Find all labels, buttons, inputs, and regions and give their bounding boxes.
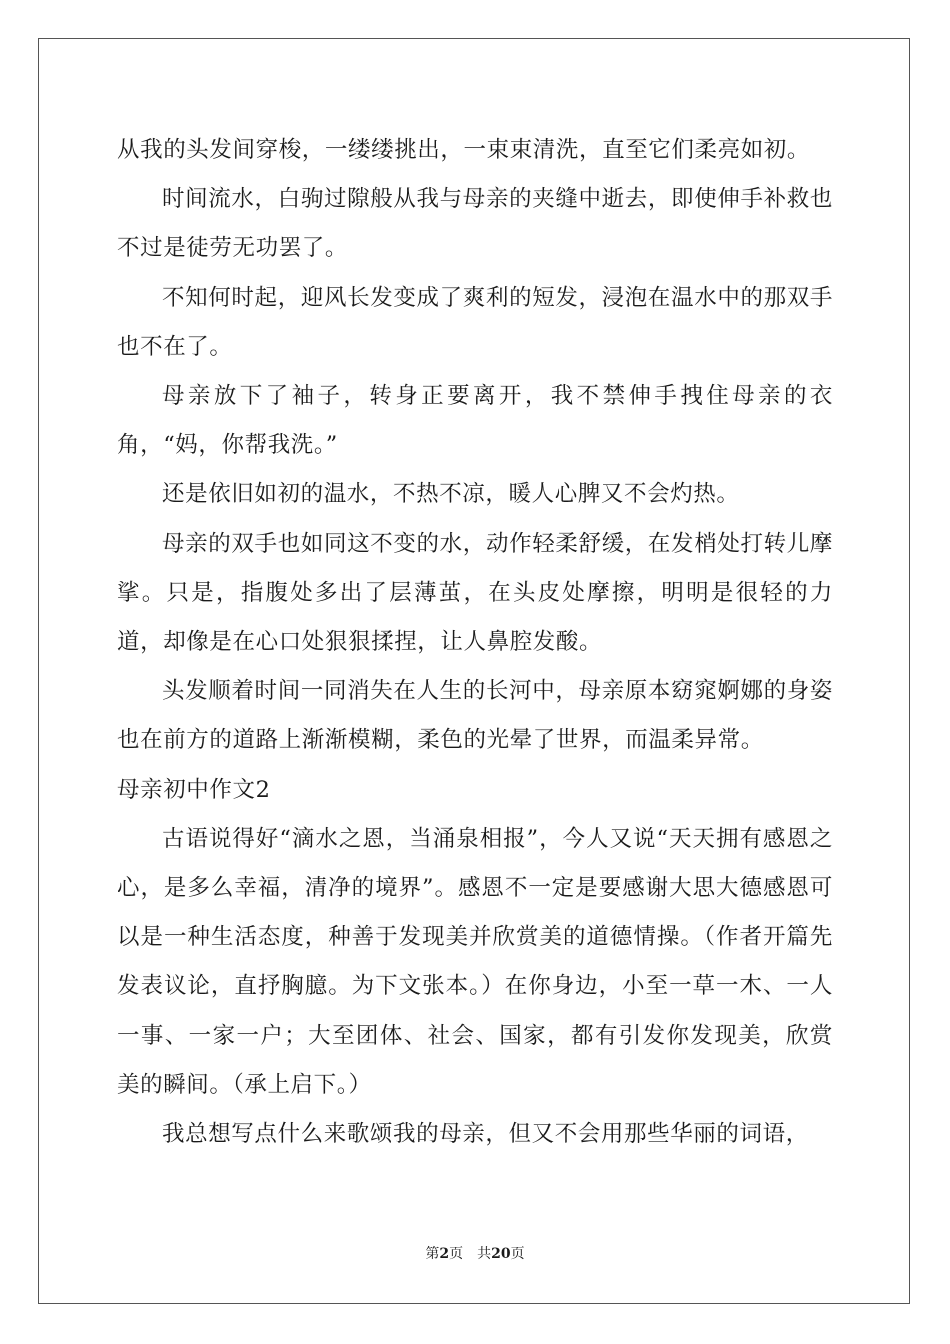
paragraph: 头发顺着时间一同消失在人生的长河中，母亲原本窈窕婀娜的身姿也在前方的道路上渐渐模糊，柔色的光晕了世界，而温柔异常。	[117, 678, 833, 754]
page-suffix: 页	[449, 1246, 464, 1262]
total-pages-number: 20	[491, 1246, 511, 1262]
paragraph: 母亲的双手也如同这不变的水，动作轻柔舒缓，在发梢处打转儿摩挲。只是，指腹处多出了层薄茧，在头皮处摩擦，明明是很轻的力道，却像是在心口处狠狠揉捏，让人鼻腔发酸。	[117, 530, 833, 656]
paragraph: 不知何时起，迎风长发变成了爽利的短发，浸泡在温水中的那双手也不在了。	[117, 284, 833, 360]
paragraph: 时间流水，白驹过隙般从我与母亲的夹缝中逝去，即使伸手补救也不过是徒劳无功罢了。	[117, 186, 833, 262]
page-prefix: 第	[425, 1246, 440, 1262]
total-suffix: 页	[510, 1246, 525, 1262]
paragraph: 我总想写点什么来歌颂我的母亲，但又不会用那些华丽的词语，	[162, 1121, 809, 1148]
paragraph: 古语说得好“滴水之恩，当涌泉相报”，今人又说“天天拥有感恩之心，是多么幸福，清净的境界”。感恩不一定是要感谢大思大德感恩可以是一种生活态度，种善于发现美并欣赏美的道德情操。（作者开篇先发表议论，直抒胸臆。为下文张本。）在你身边，小至一草一木、一人一事、一家一户；大至团体、社会、国家，都有引发你发现美，欣赏美的瞬间。（承上启下。）	[117, 825, 833, 1098]
document-body	[117, 126, 833, 1159]
total-prefix: 共	[477, 1246, 492, 1262]
paragraph: 从我的头发间穿梭，一缕缕挑出，一束束清洗，直至它们柔亮如初。	[117, 137, 811, 163]
paragraph: 还是依旧如初的温水，不热不凉，暖人心脾又不会灼热。	[162, 481, 740, 508]
section-heading: 母亲初中作文2	[117, 776, 271, 803]
paragraph: 母亲放下了袖子，转身正要离开，我不禁伸手拽住母亲的衣角，“妈，你帮我洗。”	[117, 383, 833, 459]
page-footer	[0, 1245, 950, 1263]
current-page-number: 2	[439, 1246, 450, 1262]
